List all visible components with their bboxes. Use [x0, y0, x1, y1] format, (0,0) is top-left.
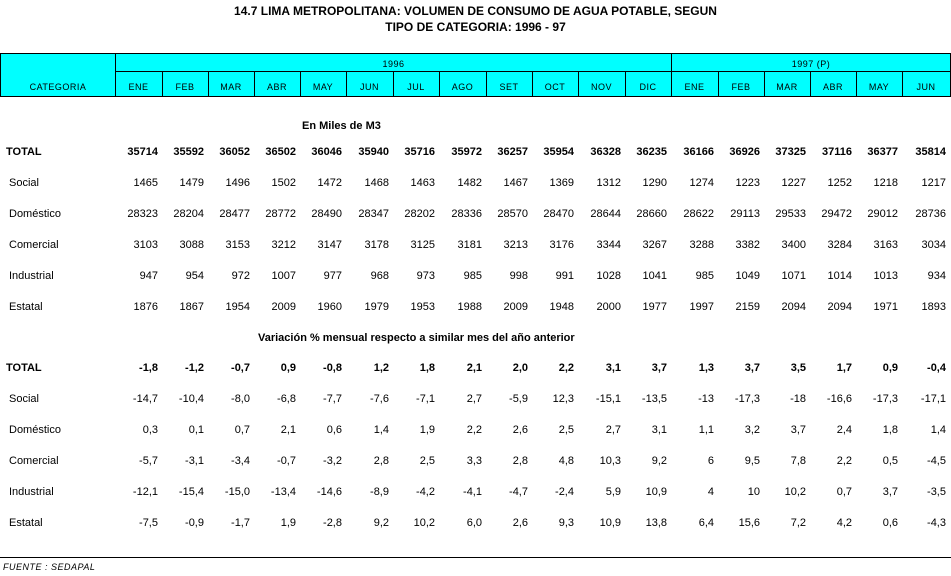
- table-cell: 4,2: [836, 517, 852, 529]
- table-cell: 3213: [503, 239, 528, 251]
- row-label: Comercial: [9, 455, 59, 467]
- header-month: OCT: [544, 82, 566, 92]
- table-header: [0, 53, 951, 97]
- table-cell: 15,6: [738, 517, 760, 529]
- table-cell: -7,5: [139, 517, 158, 529]
- table-cell: 1274: [689, 177, 714, 189]
- table-cell: 1,8: [882, 424, 898, 436]
- table-cell: 9,2: [651, 455, 667, 467]
- table-cell: 1218: [873, 177, 898, 189]
- table-cell: 0,6: [882, 517, 898, 529]
- section-title-volume: En Miles de M3: [302, 120, 381, 132]
- header-month: DIC: [639, 82, 657, 92]
- table-cell: 6,4: [698, 517, 714, 529]
- table-cell: 36046: [311, 146, 342, 158]
- table-cell: 1,7: [836, 362, 852, 374]
- table-cell: 10,9: [645, 486, 667, 498]
- table-cell: 2,8: [373, 455, 389, 467]
- header-month: SET: [499, 82, 519, 92]
- table-cell: 10,9: [599, 517, 621, 529]
- table-cell: 3,7: [882, 486, 898, 498]
- table-row: [0, 362, 951, 376]
- table-cell: 1467: [503, 177, 528, 189]
- header-year-1996: 1996: [382, 59, 405, 69]
- table-cell: 1479: [179, 177, 204, 189]
- table-cell: 36502: [265, 146, 296, 158]
- table-row: [0, 146, 951, 160]
- table-cell: 2000: [596, 301, 621, 313]
- header-divider: [625, 71, 626, 96]
- row-label: Estatal: [9, 301, 43, 313]
- table-cell: 3178: [364, 239, 389, 251]
- table-cell: 1472: [317, 177, 342, 189]
- table-cell: 9,2: [373, 517, 389, 529]
- table-cell: 3288: [689, 239, 714, 251]
- table-cell: -2,4: [555, 486, 574, 498]
- table-cell: 1465: [133, 177, 158, 189]
- table-cell: 9,3: [558, 517, 574, 529]
- table-row: [0, 239, 951, 253]
- table-cell: 28736: [915, 208, 946, 220]
- table-cell: 1007: [271, 270, 296, 282]
- table-cell: 968: [370, 270, 389, 282]
- table-cell: 3,7: [790, 424, 806, 436]
- table-cell: 1,4: [930, 424, 946, 436]
- table-cell: 9,5: [744, 455, 760, 467]
- table-cell: 4: [707, 486, 714, 498]
- table-cell: -4,1: [463, 486, 482, 498]
- table-cell: 3,5: [790, 362, 806, 374]
- header-month: ENE: [684, 82, 705, 92]
- source-note: FUENTE : SEDAPAL: [3, 562, 96, 572]
- table-row: [0, 517, 951, 531]
- header-divider: [254, 71, 255, 96]
- table-cell: 991: [555, 270, 574, 282]
- header-month: FEB: [731, 82, 751, 92]
- table-cell: 3212: [271, 239, 296, 251]
- table-cell: 2,7: [605, 424, 621, 436]
- table-cell: -16,6: [826, 393, 852, 405]
- table-cell: 29113: [730, 208, 760, 220]
- table-cell: 28490: [311, 208, 342, 220]
- table-cell: 28336: [451, 208, 482, 220]
- table-cell: 1,9: [280, 517, 296, 529]
- table-cell: 10,3: [599, 455, 621, 467]
- table-cell: 28772: [265, 208, 296, 220]
- table-cell: -0,4: [927, 362, 946, 374]
- table-cell: 954: [185, 270, 204, 282]
- table-cell: 28323: [127, 208, 158, 220]
- table-cell: 12,3: [552, 393, 574, 405]
- table-title-line2: TIPO DE CATEGORIA: 1996 - 97: [385, 20, 566, 34]
- table-cell: 0,1: [188, 424, 204, 436]
- table-cell: 2,5: [558, 424, 574, 436]
- table-cell: 5,9: [605, 486, 621, 498]
- row-label: Comercial: [9, 239, 59, 251]
- table-cell: 1463: [410, 177, 435, 189]
- table-cell: 0,9: [280, 362, 296, 374]
- table-cell: 1290: [642, 177, 667, 189]
- row-label: TOTAL: [6, 362, 42, 374]
- table-cell: -18: [790, 393, 806, 405]
- table-cell: 1227: [781, 177, 806, 189]
- table-cell: 28204: [173, 208, 204, 220]
- table-cell: 2,2: [836, 455, 852, 467]
- table-cell: 35954: [543, 146, 574, 158]
- header-divider: [116, 71, 951, 72]
- table-cell: 1013: [873, 270, 898, 282]
- header-month: MAY: [312, 82, 334, 92]
- table-row: [0, 486, 951, 500]
- section-title-variation: Variación % mensual respecto a similar mes del año anterior: [258, 332, 575, 344]
- table-cell: 3125: [410, 239, 435, 251]
- table-cell: 1312: [596, 177, 621, 189]
- table-cell: 10: [747, 486, 760, 498]
- table-cell: 2,2: [558, 362, 574, 374]
- table-cell: 3,7: [651, 362, 667, 374]
- table-cell: -17,3: [872, 393, 898, 405]
- table-cell: 1954: [225, 301, 250, 313]
- table-cell: 2,4: [836, 424, 852, 436]
- header-divider: [346, 71, 347, 96]
- table-cell: 3181: [457, 239, 482, 251]
- table-cell: 1971: [873, 301, 898, 313]
- table-cell: 28660: [636, 208, 667, 220]
- table-cell: 36166: [683, 146, 714, 158]
- table-cell: -17,3: [734, 393, 760, 405]
- table-cell: 3,7: [744, 362, 760, 374]
- table-cell: -5,9: [509, 393, 528, 405]
- table-cell: 1496: [225, 177, 250, 189]
- table-cell: 3034: [921, 239, 946, 251]
- table-cell: 985: [463, 270, 482, 282]
- table-cell: -2,8: [323, 517, 342, 529]
- table-cell: 1,4: [373, 424, 389, 436]
- table-cell: 977: [323, 270, 342, 282]
- table-cell: 36926: [729, 146, 760, 158]
- table-cell: 0,9: [882, 362, 898, 374]
- table-cell: 2,1: [466, 362, 482, 374]
- table-row: [0, 270, 951, 284]
- table-cell: -12,1: [132, 486, 158, 498]
- header-divider: [393, 71, 394, 96]
- table-cell: 35972: [451, 146, 482, 158]
- table-cell: 2,0: [512, 362, 528, 374]
- table-cell: 1502: [271, 177, 296, 189]
- table-cell: -0,9: [185, 517, 204, 529]
- bottom-divider: [0, 557, 951, 558]
- table-cell: 2094: [781, 301, 806, 313]
- table-cell: -3,1: [185, 455, 204, 467]
- table-cell: 1,2: [373, 362, 389, 374]
- table-cell: 0,7: [836, 486, 852, 498]
- table-cell: 35940: [358, 146, 389, 158]
- table-cell: -3,2: [323, 455, 342, 467]
- table-cell: 7,8: [790, 455, 806, 467]
- table-cell: -0,7: [231, 362, 250, 374]
- table-cell: 2159: [735, 301, 760, 313]
- table-cell: 2,6: [512, 517, 528, 529]
- table-cell: 3163: [873, 239, 898, 251]
- table-cell: 985: [695, 270, 714, 282]
- table-cell: 3,2: [744, 424, 760, 436]
- table-cell: 7,2: [790, 517, 806, 529]
- table-cell: 4,8: [558, 455, 574, 467]
- header-divider: [439, 71, 440, 96]
- table-cell: 28644: [590, 208, 621, 220]
- table-cell: 1979: [364, 301, 389, 313]
- table-cell: 28470: [543, 208, 574, 220]
- table-cell: -5,7: [139, 455, 158, 467]
- header-divider: [300, 71, 301, 96]
- table-row: [0, 208, 951, 222]
- table-cell: -13,4: [270, 486, 296, 498]
- table-cell: 3088: [179, 239, 204, 251]
- table-cell: 1,8: [419, 362, 435, 374]
- table-cell: 1960: [317, 301, 342, 313]
- table-cell: 1369: [549, 177, 574, 189]
- table-cell: 3,1: [605, 362, 621, 374]
- table-cell: -10,4: [178, 393, 204, 405]
- table-cell: 10,2: [413, 517, 435, 529]
- header-month: MAR: [776, 82, 798, 92]
- header-month: ENE: [128, 82, 149, 92]
- table-cell: -13,5: [641, 393, 667, 405]
- table-cell: 1014: [827, 270, 852, 282]
- table-cell: 36328: [590, 146, 621, 158]
- table-cell: 973: [416, 270, 435, 282]
- table-cell: 13,8: [645, 517, 667, 529]
- row-label: Doméstico: [9, 208, 61, 220]
- table-cell: 6: [707, 455, 714, 467]
- header-month: ABR: [822, 82, 843, 92]
- header-month: JUN: [916, 82, 936, 92]
- table-cell: 28202: [404, 208, 435, 220]
- table-cell: 2009: [271, 301, 296, 313]
- table-row: [0, 393, 951, 407]
- table-cell: 1,9: [419, 424, 435, 436]
- table-cell: -17,1: [920, 393, 946, 405]
- table-cell: 35814: [915, 146, 946, 158]
- table-cell: 1049: [735, 270, 760, 282]
- table-cell: 35714: [127, 146, 158, 158]
- table-row: [0, 455, 951, 469]
- table-cell: 1,3: [698, 362, 714, 374]
- table-cell: 2,2: [466, 424, 482, 436]
- header-month: AGO: [451, 82, 474, 92]
- table-cell: -4,5: [927, 455, 946, 467]
- table-cell: 1948: [549, 301, 574, 313]
- table-cell: -4,2: [416, 486, 435, 498]
- table-cell: 28570: [497, 208, 528, 220]
- header-divider: [902, 71, 903, 96]
- table-cell: 3147: [317, 239, 342, 251]
- table-row: [0, 424, 951, 438]
- table-cell: 36235: [636, 146, 667, 158]
- table-cell: -1,8: [139, 362, 158, 374]
- table-cell: -6,8: [277, 393, 296, 405]
- table-cell: 0,3: [142, 424, 158, 436]
- table-cell: 1876: [133, 301, 158, 313]
- row-label: Industrial: [9, 486, 54, 498]
- table-cell: 3382: [735, 239, 760, 251]
- header-month: ABR: [266, 82, 287, 92]
- header-month: MAR: [220, 82, 242, 92]
- header-month: MAY: [868, 82, 890, 92]
- table-cell: 36257: [497, 146, 528, 158]
- table-cell: 1,1: [698, 424, 714, 436]
- table-cell: 0,6: [326, 424, 342, 436]
- table-cell: 2009: [503, 301, 528, 313]
- table-cell: -7,1: [416, 393, 435, 405]
- table-cell: 3176: [549, 239, 574, 251]
- table-cell: -14,7: [132, 393, 158, 405]
- table-cell: -4,7: [509, 486, 528, 498]
- table-cell: 1988: [457, 301, 482, 313]
- header-month: FEB: [175, 82, 195, 92]
- table-cell: 1217: [921, 177, 946, 189]
- table-cell: -8,9: [370, 486, 389, 498]
- table-cell: 3,3: [466, 455, 482, 467]
- row-label: Industrial: [9, 270, 54, 282]
- table-cell: 3400: [781, 239, 806, 251]
- header-divider: [486, 71, 487, 96]
- header-divider: [856, 71, 857, 96]
- table-cell: 2,6: [512, 424, 528, 436]
- table-cell: 2,1: [280, 424, 296, 436]
- table-row: [0, 301, 951, 315]
- header-divider: [718, 71, 719, 96]
- table-cell: 0,7: [234, 424, 250, 436]
- table-cell: 1953: [410, 301, 435, 313]
- header-month: JUN: [360, 82, 379, 92]
- table-cell: -7,6: [370, 393, 389, 405]
- row-label: Doméstico: [9, 424, 61, 436]
- table-cell: 1482: [457, 177, 482, 189]
- table-cell: 3267: [642, 239, 667, 251]
- table-cell: 0,5: [882, 455, 898, 467]
- table-cell: 3284: [827, 239, 852, 251]
- table-cell: -7,7: [323, 393, 342, 405]
- row-label: Social: [9, 177, 39, 189]
- table-cell: 36377: [867, 146, 898, 158]
- table-cell: -0,7: [277, 455, 296, 467]
- row-label: Estatal: [9, 517, 43, 529]
- table-cell: 3153: [225, 239, 250, 251]
- table-row: [0, 177, 951, 191]
- table-cell: 998: [509, 270, 528, 282]
- row-label: TOTAL: [6, 146, 42, 158]
- table-cell: -8,0: [231, 393, 250, 405]
- table-cell: 2,8: [512, 455, 528, 467]
- table-cell: 1252: [827, 177, 852, 189]
- table-cell: -14,6: [316, 486, 342, 498]
- header-category-label: CATEGORIA: [29, 82, 87, 92]
- table-cell: 3344: [596, 239, 621, 251]
- table-cell: 1893: [921, 301, 946, 313]
- header-divider: [162, 71, 163, 96]
- header-year-1997: 1997 (P): [791, 59, 831, 69]
- table-cell: -15,4: [178, 486, 204, 498]
- table-cell: -1,7: [231, 517, 250, 529]
- table-cell: 36052: [219, 146, 250, 158]
- table-cell: 1223: [735, 177, 760, 189]
- table-cell: -3,5: [927, 486, 946, 498]
- table-cell: 2,5: [419, 455, 435, 467]
- table-cell: 947: [139, 270, 158, 282]
- table-cell: 3103: [133, 239, 158, 251]
- table-cell: -13: [698, 393, 714, 405]
- header-divider: [208, 71, 209, 96]
- table-cell: 2,7: [466, 393, 482, 405]
- table-cell: -3,4: [231, 455, 250, 467]
- header-divider: [578, 71, 579, 96]
- table-cell: 972: [231, 270, 250, 282]
- table-cell: 28622: [683, 208, 714, 220]
- table-cell: 1468: [364, 177, 389, 189]
- table-cell: -4,3: [927, 517, 946, 529]
- table-cell: 29533: [775, 208, 806, 220]
- table-cell: 1977: [642, 301, 667, 313]
- table-cell: 28477: [219, 208, 250, 220]
- table-cell: 29012: [867, 208, 898, 220]
- table-cell: 1028: [596, 270, 621, 282]
- table-cell: 2094: [827, 301, 852, 313]
- row-label: Social: [9, 393, 39, 405]
- table-cell: -0,8: [323, 362, 342, 374]
- table-cell: 3,1: [651, 424, 667, 436]
- table-cell: 28347: [358, 208, 389, 220]
- header-month: JUL: [407, 82, 425, 92]
- table-cell: 10,2: [784, 486, 806, 498]
- header-month: NOV: [590, 82, 612, 92]
- table-cell: 29472: [821, 208, 852, 220]
- table-cell: 1071: [781, 270, 806, 282]
- header-divider: [764, 71, 765, 96]
- table-cell: 6,0: [466, 517, 482, 529]
- table-cell: 37116: [822, 146, 852, 158]
- header-divider: [532, 71, 533, 96]
- table-cell: 1997: [689, 301, 714, 313]
- table-cell: 35592: [173, 146, 204, 158]
- table-cell: -1,2: [185, 362, 204, 374]
- table-cell: 35716: [404, 146, 435, 158]
- table-cell: -15,1: [595, 393, 621, 405]
- table-cell: -15,0: [224, 486, 250, 498]
- table-title-line1: 14.7 LIMA METROPOLITANA: VOLUMEN DE CONSUMO DE AGUA POTABLE, SEGUN: [234, 4, 717, 18]
- table-cell: 37325: [775, 146, 806, 158]
- header-divider: [810, 71, 811, 96]
- table-cell: 1867: [179, 301, 204, 313]
- table-cell: 1041: [642, 270, 667, 282]
- table-cell: 934: [927, 270, 946, 282]
